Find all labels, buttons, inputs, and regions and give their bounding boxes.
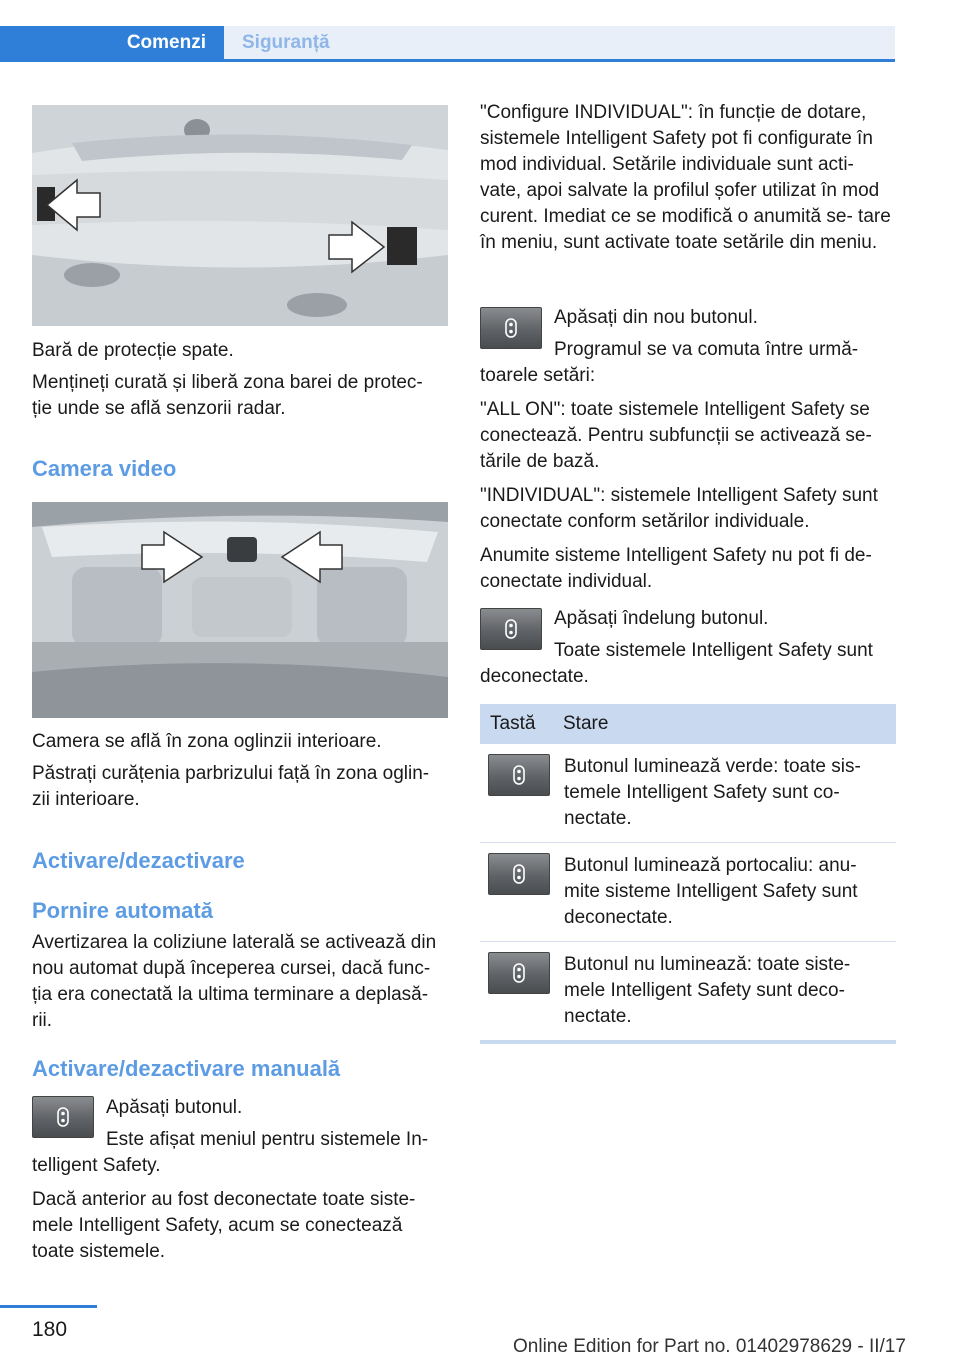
manual-menu-text: Este afișat meniul pentru sistemele In‐ telligent Safety. <box>32 1129 429 1176</box>
tab-comenzi[interactable]: Comenzi <box>0 26 224 59</box>
status-table <box>480 704 896 1044</box>
rear-bumper-photo <box>32 105 448 326</box>
bumper-caption: Bară de protecție spate. <box>32 340 234 361</box>
table-cell-status: Butonul luminează portocaliu: anu‐ mite sisteme Intelligent Safety sunt deconectate. <box>564 855 858 928</box>
table-cell-status: Butonul luminează verde: toate sis‐ temele Intelligent Safety sunt co‐ nectate. <box>564 756 861 829</box>
tab-siguranta[interactable]: Siguranță <box>224 26 895 59</box>
table-row <box>480 942 896 1040</box>
intelligent-safety-button-icon <box>488 754 550 796</box>
table-cell-status: Butonul nu luminează: toate siste‐ mele Intelligent Safety sunt deco‐ nectate. <box>564 954 851 1027</box>
footer-rule <box>0 1305 97 1308</box>
long-press-step: Apăsați îndelung butonul. <box>554 608 769 629</box>
intelligent-safety-button-icon <box>488 853 550 895</box>
table-row <box>480 843 896 942</box>
heading-pornire-automata: Pornire automată <box>32 898 213 923</box>
page-number: 180 <box>32 1318 68 1341</box>
manual-step: Apăsați butonul. <box>106 1097 243 1118</box>
table-bottom-rule <box>480 1040 896 1044</box>
press-again-step: Apăsați din nou butonul. <box>554 307 758 328</box>
camera-interior-photo <box>32 502 448 718</box>
individual-text: "INDIVIDUAL": sistemele Intelligent Safety sunt conectate conform setărilor individuale. <box>480 485 878 532</box>
cannot-disconnect-text: Anumite sisteme Intelligent Safety nu pot fi de‐ conectate individual. <box>480 545 872 592</box>
camera-description: Păstrați curățenia parbrizului față în zona oglin‐ zii interioare. <box>32 763 430 810</box>
heading-activare-manuala: Activare/dezactivare manuală <box>32 1056 341 1081</box>
column-header-stare: Stare <box>563 713 609 734</box>
edition-text: Online Edition for Part no. 01402978629 - II/17 <box>513 1336 906 1357</box>
configure-individual-text: "Configure INDIVIDUAL": în funcție de dotare, sistemele Intelligent Safety pot fi configurate în mod individual. Setările individuale sunt acti‐ vate, apoi salvate la profilul șofer utilizat în mod curent. Imediat ce se modifică o anumită se‐ tare în meniu, sunt activate toate setările din meniu. <box>480 102 891 253</box>
header-tabbar <box>0 26 895 62</box>
heading-activare: Activare/dezactivare <box>32 848 245 873</box>
camera-caption: Camera se află în zona oglinzii interioare. <box>32 731 382 752</box>
heading-camera-video: Camera video <box>32 456 177 481</box>
column-header-tasta: Tastă <box>490 713 536 734</box>
all-disconnected-text: Toate sistemele Intelligent Safety sunt deconectate. <box>480 640 873 687</box>
pornire-text: Avertizarea la coliziune laterală se activează din nou automat după începerea cursei, dacă func‐ ția era conectată la ultima terminare a deplasă‐ rii. <box>32 932 437 1031</box>
manual-note: Dacă anterior au fost deconectate toate siste‐ mele Intelligent Safety, acum se conectează toate sistemele. <box>32 1189 416 1262</box>
table-row <box>480 744 896 843</box>
intelligent-safety-button-icon <box>488 952 550 994</box>
bumper-description: Mențineți curată și liberă zona barei de protec‐ ție unde se află senzorii radar. <box>32 372 423 419</box>
all-on-text: "ALL ON": toate sistemele Intelligent Safety se conectează. Pentru subfuncții se activează se‐ tările de bază. <box>480 399 872 472</box>
program-toggle-text: Programul se va comuta între urmă‐ toarele setări: <box>480 339 859 386</box>
table-header <box>480 704 896 744</box>
